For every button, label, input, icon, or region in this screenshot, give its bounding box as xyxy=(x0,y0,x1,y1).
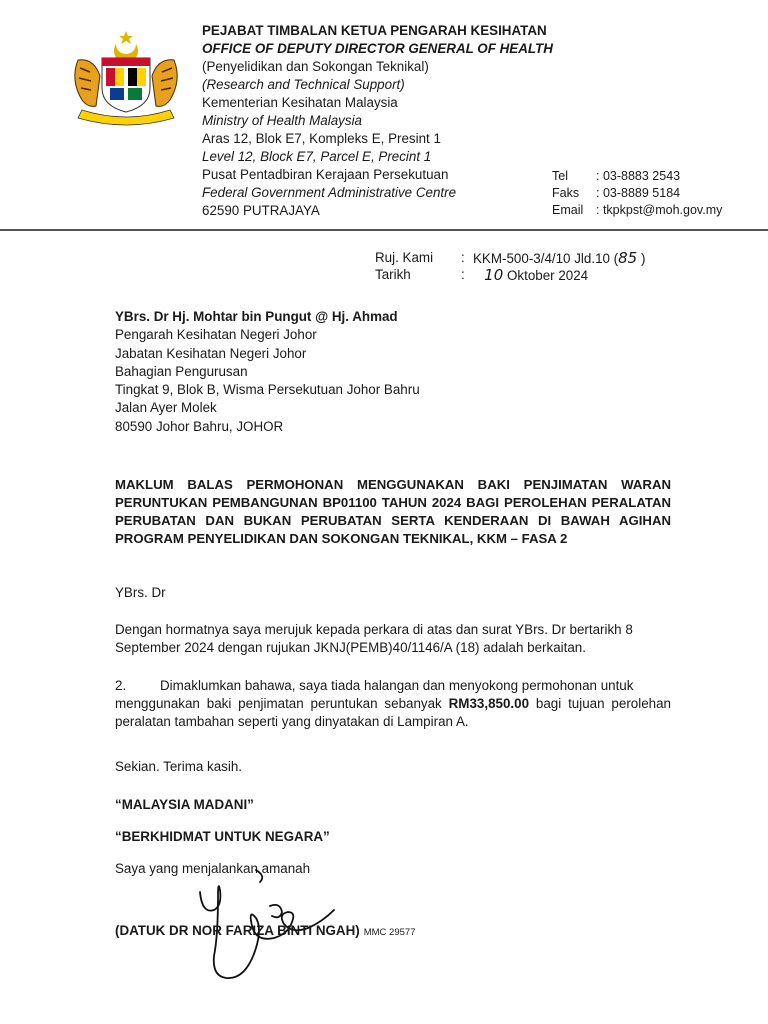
slogan-malaysia-madani: “MALAYSIA MADANI” xyxy=(115,797,254,812)
fax-value: : 03-8889 5184 xyxy=(596,186,681,200)
recipient-line: Bahagian Pengurusan xyxy=(115,363,248,379)
signatory-name xyxy=(115,922,415,942)
ruj-label: Ruj. Kami xyxy=(375,250,434,265)
address-line-en: Level 12, Block E7, Parcel E, Precint 1 xyxy=(202,149,432,164)
mmc-number: MMC 29577 xyxy=(363,927,416,938)
malaysia-coat-of-arms-icon xyxy=(64,30,188,130)
admin-centre-en: Federal Government Administrative Centre xyxy=(202,185,457,200)
tarikh-handwritten-day: 10 xyxy=(484,266,504,284)
office-name-ms: PEJABAT TIMBALAN KETUA PENGARAH KESIHATAN xyxy=(202,23,547,38)
recipient-line: 80590 Johor Bahru, JOHOR xyxy=(115,418,284,434)
paragraph-2-number: 2. xyxy=(115,678,127,693)
office-name-en: OFFICE OF DEPUTY DIRECTOR GENERAL OF HEALTH xyxy=(202,41,553,56)
division-ms: (Penyelidikan dan Sokongan Teknikal) xyxy=(202,59,429,74)
fax-label: Faks xyxy=(552,186,580,200)
paragraph-2-text: menggunakan baki penjimatan peruntukan sebanyak xyxy=(115,696,449,711)
slogan-berkhidmat: “BERKHIDMAT UNTUK NEGARA” xyxy=(115,829,330,844)
letter-subject: MAKLUM BALAS PERMOHONAN MENGGUNAKAN BAKI PENJIMATAN WARAN PERUNTUKAN PEMBANGUNAN BP01100 TAHUN 2024 BAGI PEROLEHAN PERALATAN PERUBATAN DAN BUKAN PERUBATAN SERTA KENDERAAN DI BAWAH AGIHAN PROGRAM PENYELIDIKAN DAN SOKONGAN TEKNIKAL, KKM – FASA 2 xyxy=(115,477,671,546)
recipient-line: Jalan Ayer Molek xyxy=(115,400,217,416)
admin-centre-ms: Pusat Pentadbiran Kerajaan Persekutuan xyxy=(202,167,449,182)
paragraph-1: Dengan hormatnya saya merujuk kepada perkara di atas dan surat YBrs. Dr bertarikh 8 September 2024 dengan rujukan JKNJ(PEMB)40/1146/A (18) adalah berkaitan. xyxy=(115,622,633,655)
recipient-line: Pengarah Kesihatan Negeri Johor xyxy=(115,327,317,343)
tarikh-month-year: Oktober 2024 xyxy=(503,268,589,283)
ministry-ms: Kementerian Kesihatan Malaysia xyxy=(202,95,398,110)
paragraph-2-rest xyxy=(115,695,671,731)
paragraph-2-text: bagi tujuan perolehan peralatan tambahan seperti yang dinyatakan di Lampiran A. xyxy=(115,696,671,729)
salutation: YBrs. Dr xyxy=(115,585,166,600)
recipient-address xyxy=(115,308,420,436)
postcode-city: 62590 PUTRAJAYA xyxy=(202,203,320,218)
reference-block xyxy=(375,250,645,284)
amount: RM33,850.00 xyxy=(448,696,530,711)
tarikh-label: Tarikh xyxy=(375,267,411,282)
handwritten-signature xyxy=(196,862,356,980)
ruj-handwritten-number: 85 xyxy=(618,249,638,267)
signatory-full-name: (DATUK DR NOR FARIZA BINTI NGAH) xyxy=(115,923,360,938)
letterhead xyxy=(202,22,553,220)
recipient-line: Jabatan Kesihatan Negeri Johor xyxy=(115,345,307,361)
amanah-line: Saya yang menjalankan amanah xyxy=(115,861,311,876)
tarikh-colon: : xyxy=(461,267,465,282)
ruj-close: ) xyxy=(637,251,646,266)
recipient-name: YBrs. Dr Hj. Mohtar bin Pungut @ Hj. Ahmad xyxy=(115,309,398,324)
ruj-colon: : xyxy=(461,250,465,265)
address-line-ms: Aras 12, Blok E7, Kompleks E, Presint 1 xyxy=(202,131,441,146)
division-en: (Research and Technical Support) xyxy=(202,77,405,92)
ruj-number: KKM-500-3/4/10 Jld.10 ( xyxy=(473,251,619,266)
email-label: Email xyxy=(552,203,584,217)
recipient-line: Tingkat 9, Blok B, Wisma Persekutuan Johor Bahru xyxy=(115,382,420,398)
ruj-value xyxy=(473,250,645,267)
contact-details xyxy=(552,168,722,219)
tel-value: : 03-8883 2543 xyxy=(596,169,681,183)
tarikh-value xyxy=(473,267,588,284)
paragraph-2-first-line: Dimaklumkan bahawa, saya tiada halangan dan menyokong permohonan untuk xyxy=(160,678,634,693)
tel-label: Tel xyxy=(552,169,568,183)
closing: Sekian. Terima kasih. xyxy=(115,759,243,774)
ministry-en: Ministry of Health Malaysia xyxy=(202,113,362,128)
header-divider xyxy=(0,229,768,231)
email-value: : tkpkpst@moh.gov.my xyxy=(596,203,723,217)
